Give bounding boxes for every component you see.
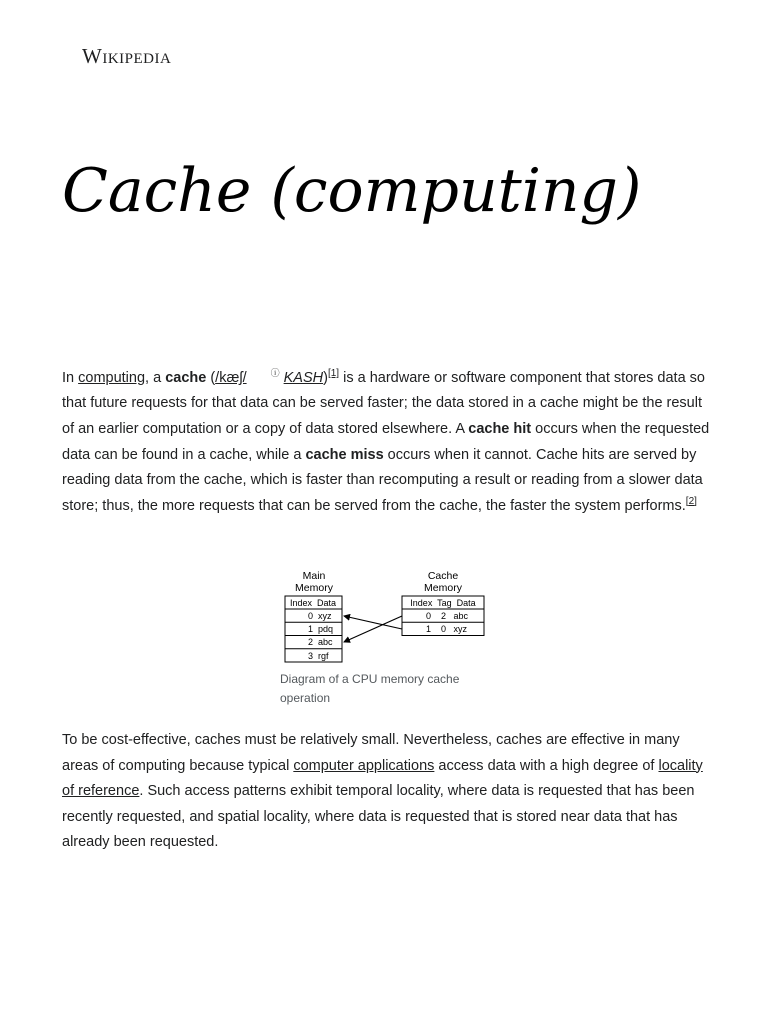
main-memory-title-2: Memory xyxy=(295,582,333,594)
wikipedia-wordmark[interactable]: Wikipedia xyxy=(82,44,172,68)
intro-paragraph xyxy=(62,361,710,519)
arrow-cache-to-main xyxy=(344,616,402,642)
text: . Such access patterns exhibit temporal locality, where data is requested that has been recently requested, and spatial locality, where data is requested that is stored near data that has already been requested. xyxy=(62,783,695,851)
text: In xyxy=(62,369,79,386)
term-cache-miss: cache miss xyxy=(305,446,384,463)
reference-2-link[interactable]: [2] xyxy=(685,495,697,507)
arrow-cache-to-main xyxy=(344,616,402,629)
cache-diagram-figure xyxy=(278,566,490,716)
cache-memory-title-2: Memory xyxy=(424,582,462,594)
link-locality-of-reference[interactable]: locality of reference xyxy=(62,757,703,800)
cache-memory-row: 0 2 abc xyxy=(426,611,469,621)
ipa-pronunciation-link[interactable]: /kæʃ/ xyxy=(215,369,247,386)
term-cache: cache xyxy=(165,369,207,386)
link-computing[interactable]: computing xyxy=(78,369,146,386)
main-memory-header: Index Data xyxy=(289,598,337,608)
text: occurs when the requested data can be found in a cache, while a xyxy=(62,421,710,463)
main-memory-row: 3 rgf xyxy=(308,651,329,661)
cache-memory-header: Index Tag Data xyxy=(410,598,476,608)
text: access data with a high degree of xyxy=(434,757,659,774)
reference-1[interactable] xyxy=(328,368,339,379)
main-memory-title-1: Main xyxy=(302,570,326,582)
link-computer-applications[interactable]: computer applications xyxy=(293,757,435,774)
main-memory-row: 2 abc xyxy=(308,637,333,647)
respelling-link[interactable]: KASH xyxy=(283,369,324,386)
page-title: Cache (computing) xyxy=(62,156,642,226)
text: occurs when it cannot. Cache hits are served by reading data from the cache, which is faster than recomputing a result or reading from a slower data store; thus, the more requests that can be served from the cache, the faster the system performs. xyxy=(62,446,703,514)
second-paragraph xyxy=(62,728,710,856)
reference-2[interactable] xyxy=(686,496,697,507)
text: ( xyxy=(206,369,216,386)
speaker-icon[interactable]: ⓘ xyxy=(270,368,280,378)
reference-1-link[interactable]: [1] xyxy=(327,368,340,379)
text: is a hardware or software component that stores data so that future requests for that data can be served faster; the data stored in a cache might be the result of an earlier computation or a copy of data stored elsewhere. A xyxy=(62,369,705,438)
text: ) xyxy=(323,369,328,386)
term-cache-hit: cache hit xyxy=(468,421,532,438)
figure-caption: Diagram of a CPU memory cache operation xyxy=(280,672,460,705)
main-memory-row: 0 xyz xyxy=(308,611,332,621)
text: To be cost-effective, caches must be relatively small. Nevertheless, caches are effective in many areas of computing because typical xyxy=(62,732,680,774)
text: , a xyxy=(145,369,166,386)
cache-memory-title-1: Cache xyxy=(427,570,459,582)
main-memory-row: 1 pdq xyxy=(308,624,334,634)
cache-memory-row: 1 0 xyz xyxy=(426,624,468,634)
cpu-cache-diagram[interactable] xyxy=(278,566,490,666)
